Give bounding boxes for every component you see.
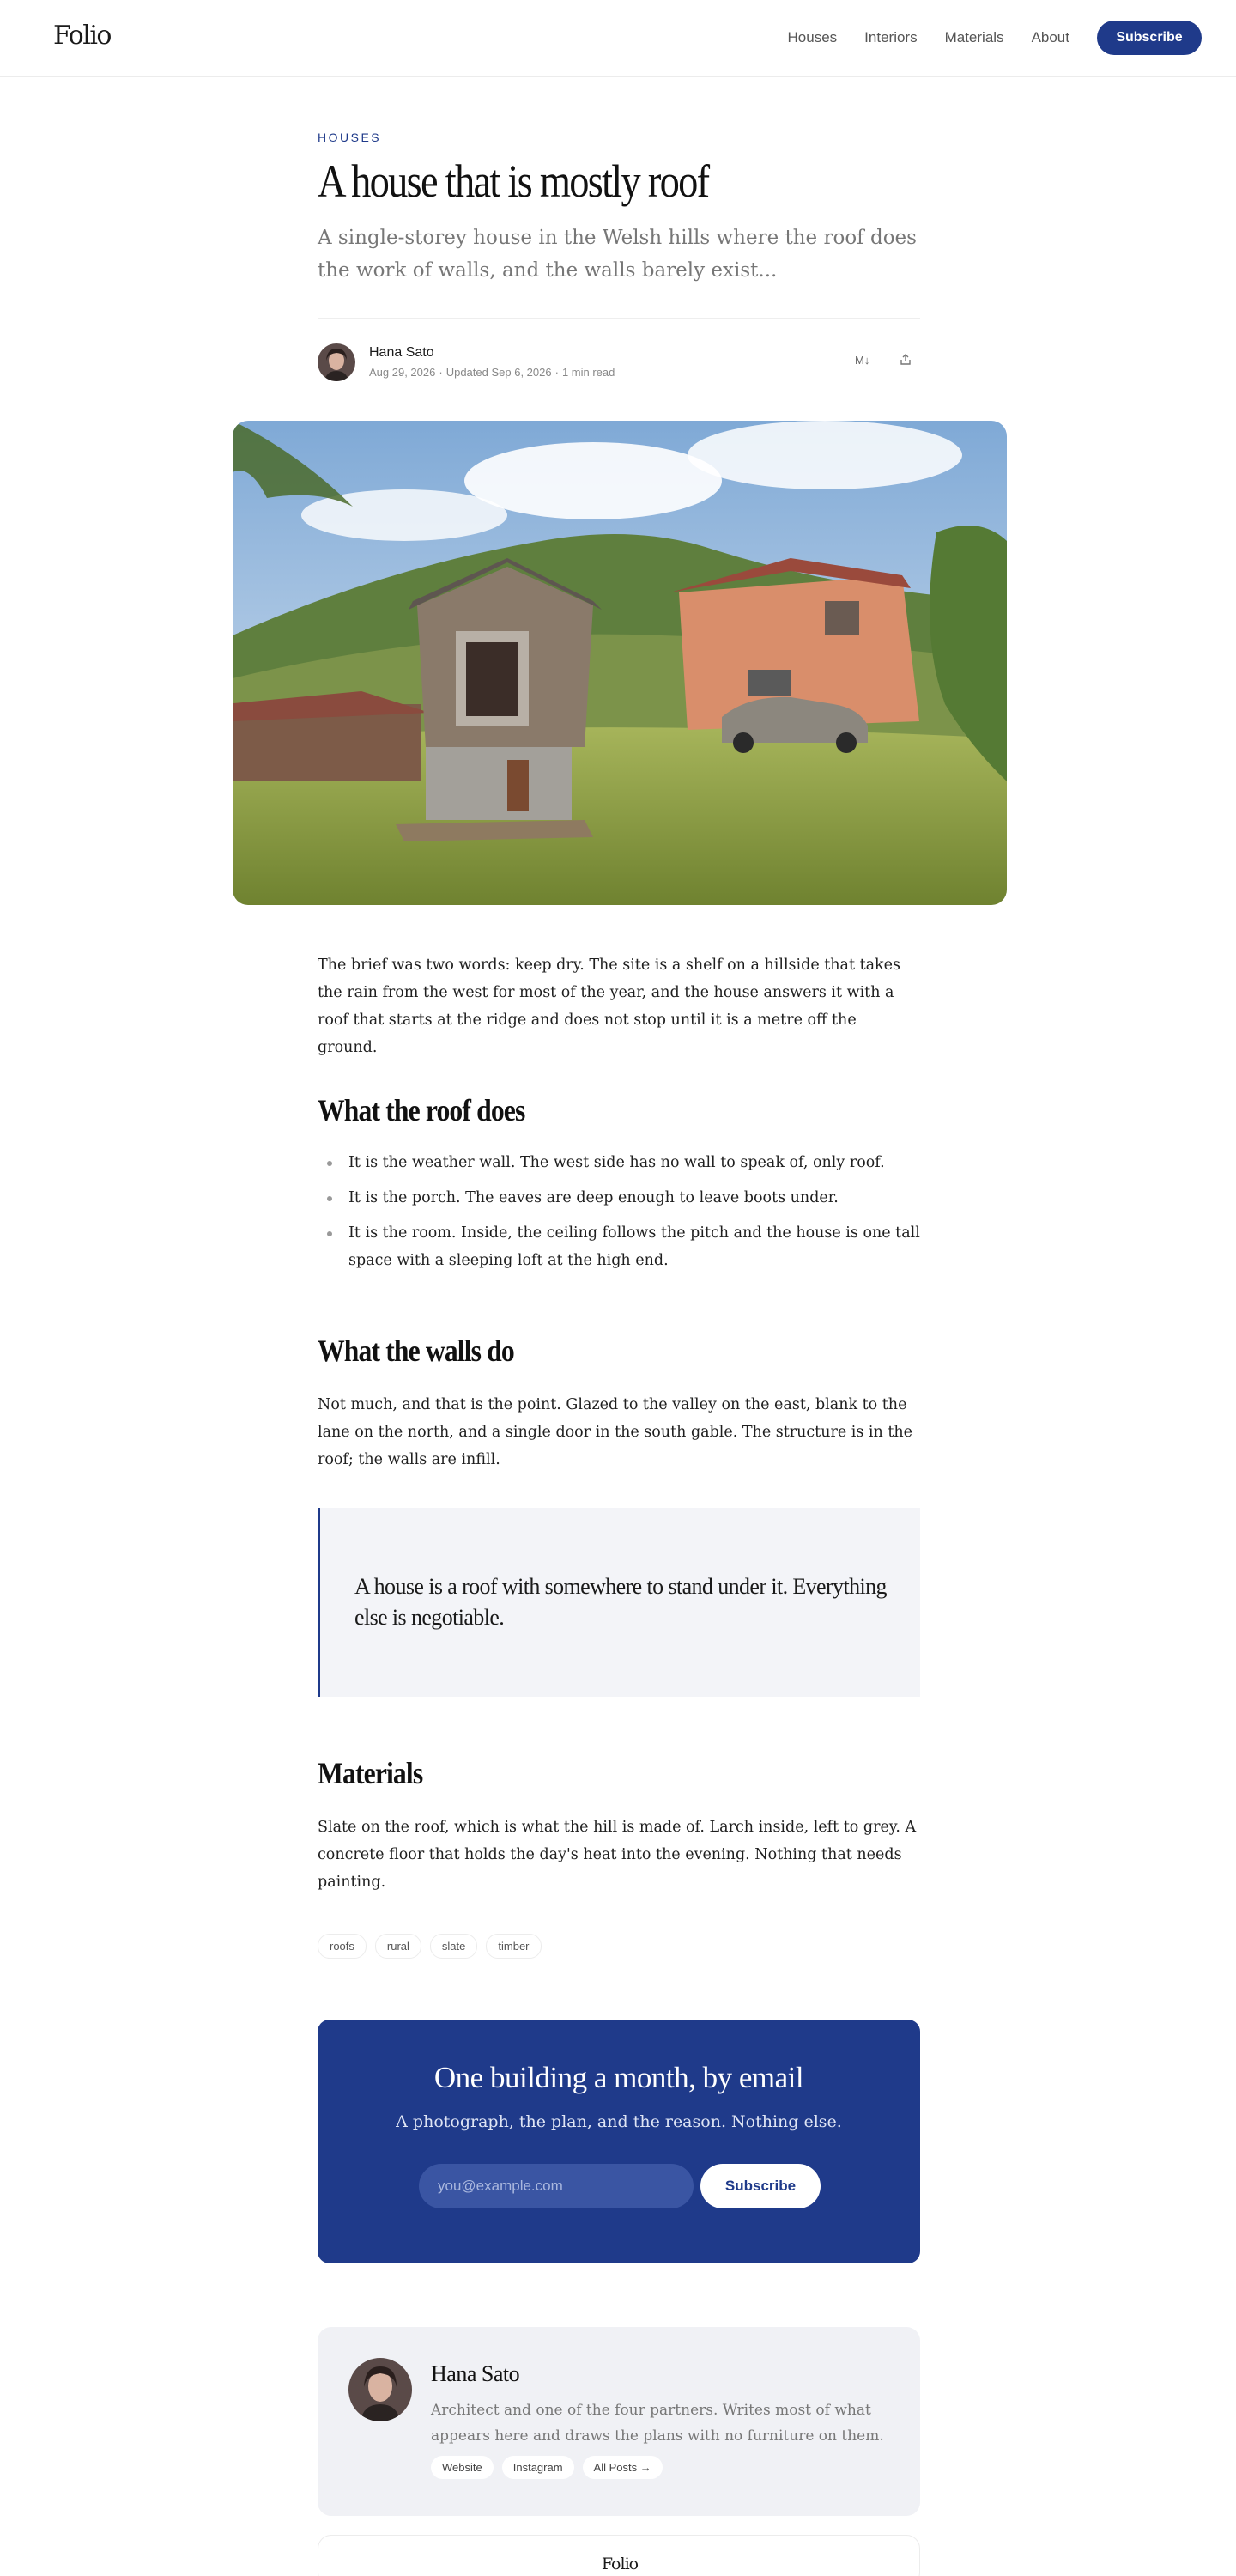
author-card-links bbox=[431, 2456, 671, 2479]
article-title: A house that is mostly roof bbox=[318, 155, 709, 207]
email-field[interactable] bbox=[419, 2164, 694, 2208]
newsletter-subtitle: A photograph, the plan, and the reason. Nothing else. bbox=[396, 2112, 842, 2131]
tag-rural[interactable]: rural bbox=[375, 1934, 421, 1959]
list-item-text: It is the weather wall. The west side has no wall to speak of, only roof. bbox=[348, 1154, 885, 1171]
newsletter-subscribe-button[interactable]: Subscribe bbox=[700, 2164, 821, 2208]
site-header bbox=[0, 0, 1236, 77]
site-logo[interactable]: Folio bbox=[53, 21, 111, 51]
post-meta bbox=[369, 366, 615, 379]
bullet-icon bbox=[327, 1196, 332, 1201]
updated-date: Updated Sep 6, 2026 bbox=[445, 366, 552, 379]
article-kicker[interactable]: HOUSES bbox=[318, 131, 382, 144]
pull-quote-text: A house is a roof with somewhere to stand under it. Everything else is negotiable. bbox=[354, 1574, 887, 1630]
tag-roofs[interactable]: roofs bbox=[318, 1934, 367, 1959]
author-avatar[interactable] bbox=[318, 343, 355, 381]
author-card bbox=[318, 2327, 920, 2516]
walls-paragraph: Not much, and that is the point. Glazed to the valley on the east, blank to the lane on the north, and a single door in the south gable. The structure is in the roof; the walls are infill. bbox=[318, 1396, 913, 1468]
divider bbox=[318, 318, 920, 319]
nav-link-interiors[interactable]: Interiors bbox=[864, 29, 918, 46]
nav-link-houses[interactable]: Houses bbox=[787, 29, 838, 46]
author-instagram-link[interactable]: Instagram bbox=[502, 2456, 574, 2479]
bullet-icon bbox=[327, 1231, 332, 1236]
tag-timber[interactable]: timber bbox=[486, 1934, 541, 1959]
bullet-list bbox=[318, 1149, 920, 1282]
list-item-text: It is the room. Inside, the ceiling follows the pitch and the house is one tall space with a sleeping loft at the high end. bbox=[348, 1224, 920, 1269]
tag-slate[interactable]: slate bbox=[430, 1934, 477, 1959]
markdown-icon[interactable]: M↓ bbox=[855, 354, 870, 367]
list-item bbox=[318, 1219, 920, 1274]
author-card-name[interactable]: Hana Sato bbox=[431, 2361, 520, 2386]
header-subscribe-button[interactable]: Subscribe bbox=[1097, 21, 1202, 55]
share-icon[interactable] bbox=[898, 352, 913, 368]
author-website-link[interactable]: Website bbox=[431, 2456, 494, 2479]
section-heading: What the walls do bbox=[318, 1334, 514, 1368]
main-nav bbox=[788, 21, 1202, 55]
list-item-text: It is the porch. The eaves are deep enough to leave boots under. bbox=[348, 1189, 839, 1206]
author-card-bio: Architect and one of the four partners. Writes most of what appears here and draws the plans with no furniture on them. bbox=[431, 2402, 884, 2445]
bullet-icon bbox=[327, 1161, 332, 1166]
newsletter-signup bbox=[318, 2020, 920, 2263]
read-time: 1 min read bbox=[561, 366, 615, 379]
section-heading: Materials bbox=[318, 1756, 423, 1790]
byline bbox=[318, 340, 920, 386]
publish-date: Aug 29, 2026 bbox=[369, 366, 436, 379]
tag-list bbox=[318, 1934, 920, 1959]
author-card-avatar[interactable] bbox=[348, 2358, 412, 2421]
nav-link-materials[interactable]: Materials bbox=[944, 29, 1004, 46]
meta-separator: · bbox=[554, 366, 559, 379]
list-item bbox=[318, 1149, 920, 1176]
author-all-posts-link[interactable]: All Posts → bbox=[583, 2456, 663, 2479]
author-name[interactable]: Hana Sato bbox=[369, 345, 434, 360]
footer-logo[interactable]: Folio bbox=[601, 2555, 639, 2573]
materials-paragraph: Slate on the roof, which is what the hill is made of. Larch inside, left to grey. A concrete floor that holds the day's heat into the evening. Nothing that needs painting. bbox=[318, 1819, 917, 1891]
newsletter-title: One building a month, by email bbox=[433, 2061, 804, 2094]
section-heading: What the roof does bbox=[318, 1093, 525, 1127]
site-footer bbox=[318, 2535, 920, 2576]
pull-quote bbox=[318, 1508, 920, 1697]
nav-link-about[interactable]: About bbox=[1031, 29, 1069, 46]
intro-paragraph: The brief was two words: keep dry. The site is a shelf on a hillside that takes the rain from the west for most of the year, and the house answers it with a roof that starts at the ridge and does not stop until it is a metre off the ground. bbox=[318, 957, 900, 1056]
hero-image bbox=[233, 421, 1007, 905]
list-item bbox=[318, 1184, 920, 1212]
meta-separator: · bbox=[439, 366, 443, 379]
article-dek: A single-storey house in the Welsh hills where the roof does the work of walls, and the walls barely exist... bbox=[318, 227, 917, 282]
